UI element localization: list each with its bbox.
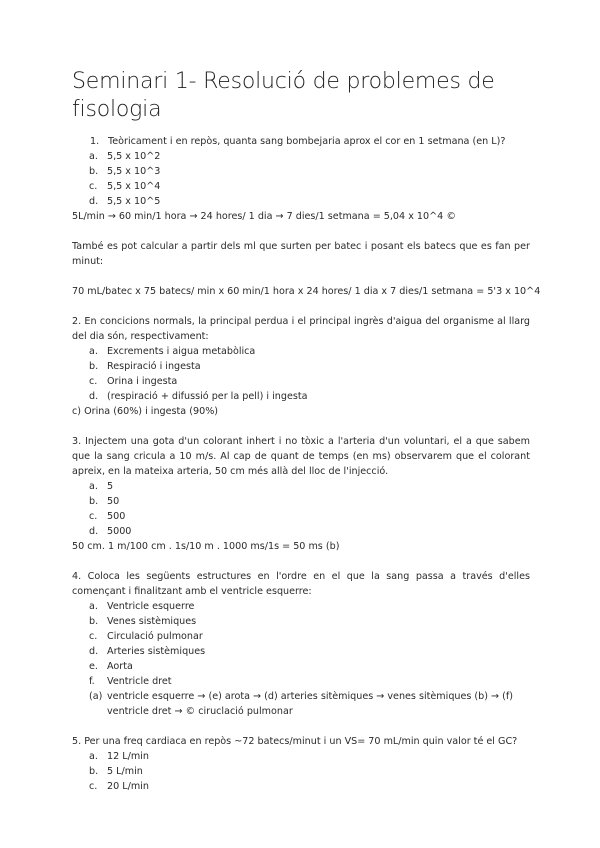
option-text: Circulació pulmonar [107, 631, 203, 642]
question-1-option-d [72, 194, 530, 209]
question-3-text: 3. Injectem una gota d'un colorant inhert i no tòxic a l'arteria d'un voluntari, el a que sabem que la sang cricula a 10 m/s. Al cap de quant de temps (en ms) observarem que el colorant apreix, en la mateixa arteria, 50 cm més allà del lloc de l'injecció. [72, 436, 530, 477]
question-5-option-a [72, 749, 530, 764]
question-4 [72, 569, 530, 719]
question-1-text [72, 134, 530, 149]
question-1-calc: 70 mL/batec x 75 batecs/ min x 60 min/1 hora x 24 hores/ 1 dia x 7 dies/1 setmana = 5'3 x 10^4 [72, 286, 541, 297]
option-label: d. [89, 196, 99, 207]
option-text: 5,5 x 10^5 [107, 196, 161, 207]
option-label: d. [89, 526, 99, 537]
option-text: 5 [107, 481, 114, 492]
question-3 [72, 434, 530, 554]
question-5 [72, 734, 530, 794]
option-text: Aorta [107, 661, 133, 672]
option-label: d. [89, 646, 99, 657]
question-1-body: Teòricament i en repòs, quanta sang bombejaria aprox el cor en 1 setmana (en L)? [108, 136, 506, 147]
option-text: 5 L/min [107, 766, 143, 777]
option-label: e. [89, 661, 98, 672]
question-4-answer-cont [72, 704, 530, 719]
question-4-option-c [72, 629, 530, 644]
question-3-option-a [72, 479, 530, 494]
question-2-option-a [72, 344, 530, 359]
answer-line-2: ventricle dret → © ciruclació pulmonar [107, 706, 293, 717]
option-label: b. [89, 496, 99, 507]
question-3-option-c [72, 509, 530, 524]
option-text: Venes sistèmiques [107, 616, 197, 627]
question-2-option-b [72, 359, 530, 374]
question-2-option-d [72, 389, 530, 404]
option-label: b. [89, 361, 99, 372]
option-label: a. [89, 481, 98, 492]
option-label: c. [89, 631, 98, 642]
option-label: c. [89, 781, 98, 792]
option-label: a. [89, 751, 98, 762]
option-text: 500 [107, 511, 126, 522]
question-2-option-c [72, 374, 530, 389]
option-text: 5,5 x 10^4 [107, 181, 161, 192]
option-text: Arteries sistèmiques [107, 646, 206, 657]
option-label: b. [89, 166, 99, 177]
option-text: 20 L/min [107, 781, 149, 792]
question-4-option-f [72, 674, 530, 689]
question-4-answer [72, 689, 530, 704]
option-label: f. [89, 676, 95, 687]
option-text: 5,5 x 10^2 [107, 151, 161, 162]
option-text: 5,5 x 10^3 [107, 166, 161, 177]
option-label: c. [89, 511, 98, 522]
option-text: 12 L/min [107, 751, 149, 762]
question-1-number: 1. [90, 136, 100, 147]
option-text: Ventricle dret [107, 676, 172, 687]
question-5-option-c [72, 779, 530, 794]
question-5-text: 5. Per una freq cardiaca en repòs ~72 batecs/minut i un VS= 70 mL/min quin valor té el GC? [72, 736, 518, 747]
question-2-text: 2. En concicions normals, la principal perdua i el principal ingrès d'aigua del organisme al llarg del dia són, respectivament: [72, 316, 530, 342]
answer-label: (a) [89, 691, 103, 702]
option-text: 5000 [107, 526, 132, 537]
question-1 [72, 134, 541, 299]
question-4-option-a [72, 599, 530, 614]
option-label: b. [89, 766, 99, 777]
question-1-option-b [72, 164, 530, 179]
question-1-option-c [72, 179, 530, 194]
option-text: Excrements i aigua metabòlica [107, 346, 256, 357]
page-title: Seminari 1- Resolució de problemes de fisologia [72, 69, 495, 122]
option-text: (respiració + difussió per la pell) i ingesta [107, 391, 308, 402]
option-text: 50 [107, 496, 120, 507]
question-3-option-b [72, 494, 530, 509]
option-label: a. [89, 151, 98, 162]
question-3-answer: 50 cm. 1 m/100 cm . 1s/10 m . 1000 ms/1s = 50 ms (b) [72, 541, 340, 552]
question-4-option-e [72, 659, 530, 674]
question-5-option-b [72, 764, 530, 779]
option-text: Respiració i ingesta [107, 361, 201, 372]
question-1-note: També es pot calcular a partir dels ml que surten per batec i posant els batecs que es fan per minut: [72, 241, 530, 267]
option-label: d. [89, 391, 99, 402]
option-label: a. [89, 601, 98, 612]
question-4-option-b [72, 614, 530, 629]
option-label: c. [89, 376, 98, 387]
question-2-answer: c) Orina (60%) i ingesta (90%) [72, 406, 219, 417]
option-text: Ventricle esquerre [107, 601, 195, 612]
question-1-answer: 5L/min → 60 min/1 hora → 24 hores/ 1 dia → 7 dies/1 setmana = 5,04 x 10^4 © [72, 211, 456, 222]
question-4-option-d [72, 644, 530, 659]
answer-line-1: ventricle esquerre → (e) arota → (d) arteries sitèmiques → venes sitèmiques (b) → (f) [107, 691, 514, 702]
question-3-option-d [72, 524, 530, 539]
option-label: c. [89, 181, 98, 192]
option-label: a. [89, 346, 98, 357]
question-1-option-a [72, 149, 530, 164]
question-4-text: 4. Coloca les següents estructures en l'ordre en el que la sang passa a través d'elles començant i finalitzant amb el ventricle esquerre: [72, 571, 530, 597]
question-2 [72, 314, 530, 419]
option-text: Orina i ingesta [107, 376, 178, 387]
option-label: b. [89, 616, 99, 627]
